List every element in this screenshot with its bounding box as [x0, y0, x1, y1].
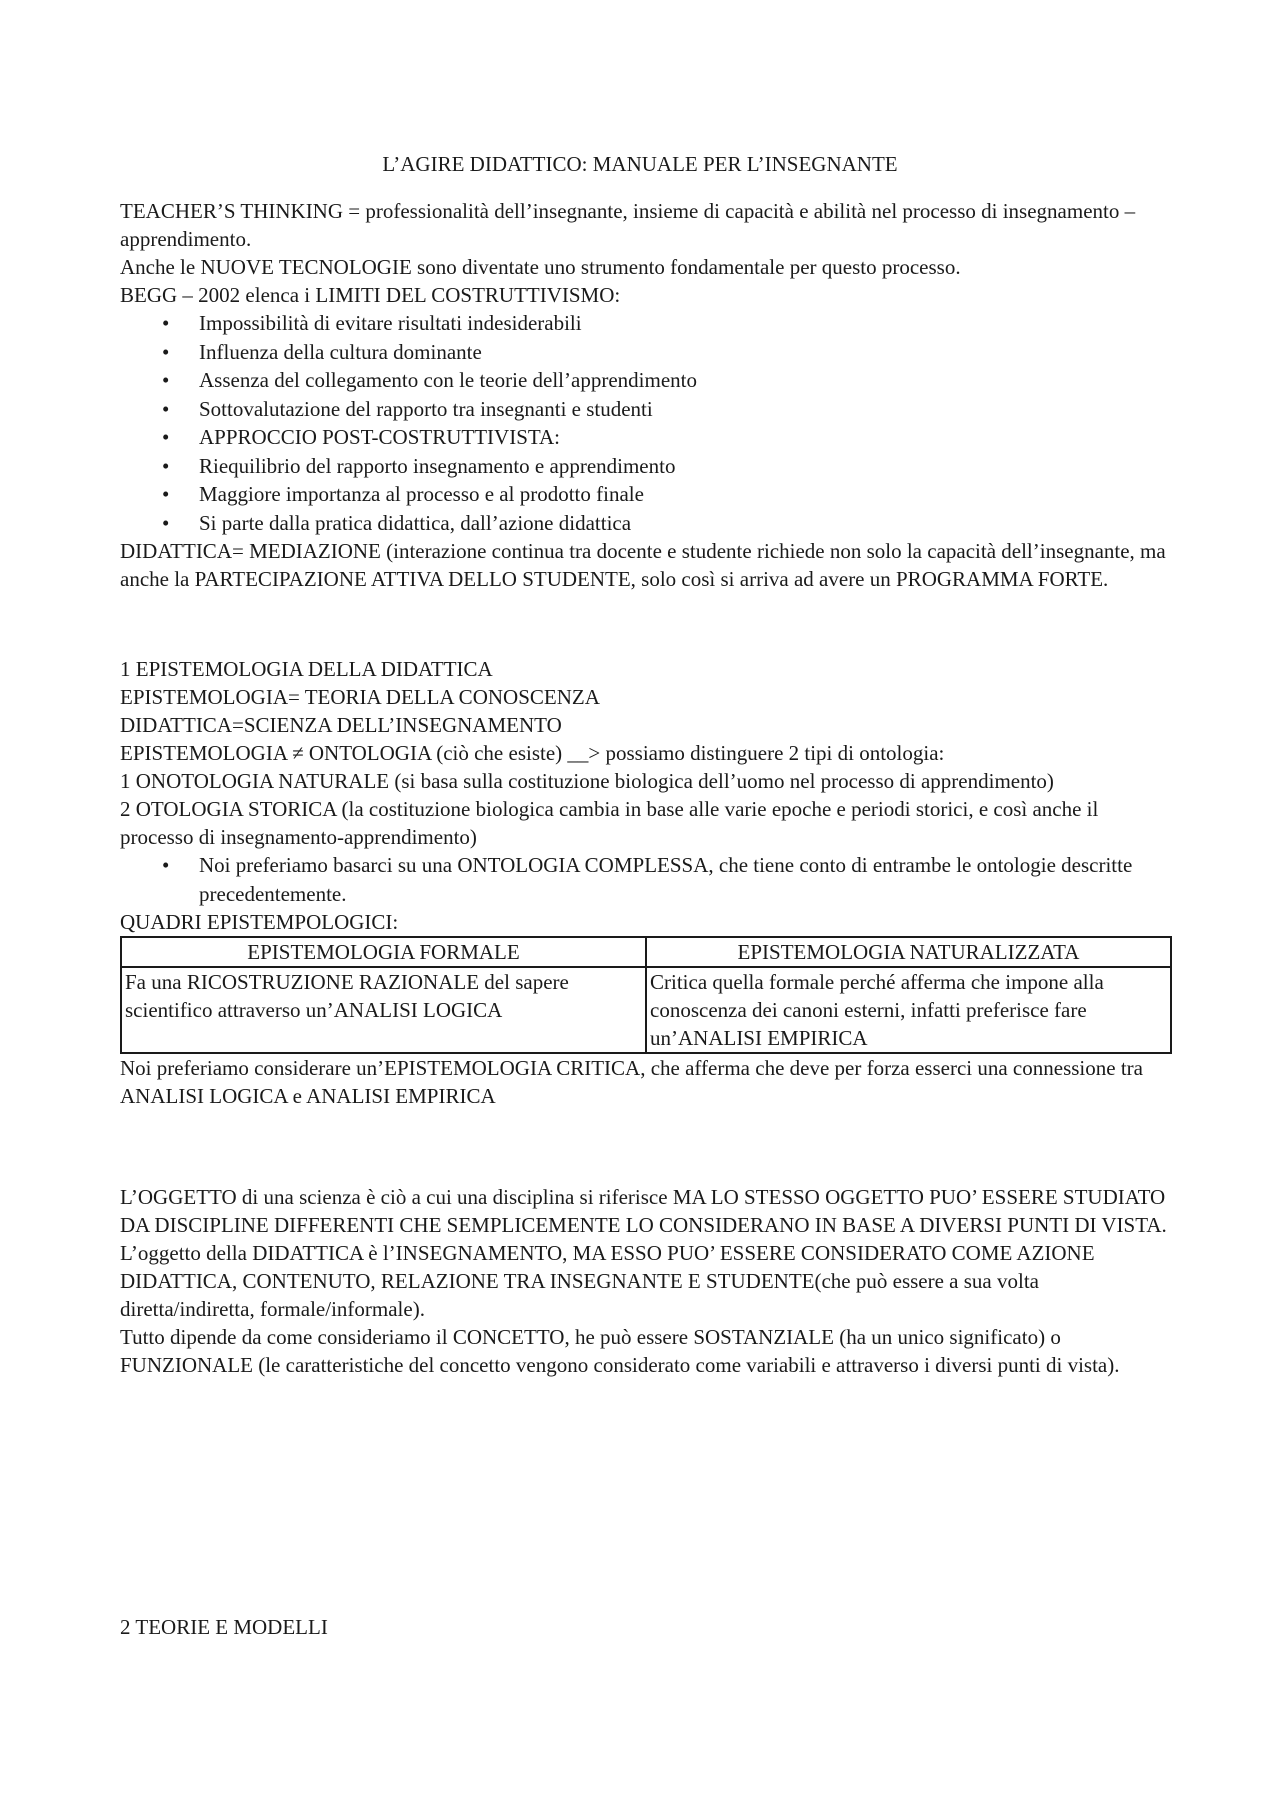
epistemology-table [120, 936, 1172, 1054]
oggetto-didattica-paragraph: L’oggetto della DIDATTICA è l’INSEGNAMENTO, MA ESSO PUO’ ESSERE CONSIDERATO COME AZIONE DIDATTICA, CONTENUTO, RELAZIONE TRA INSEGNANTE E STUDENTE(che può essere a sua volta diretta/indiretta, formale/informale). [120, 1241, 1095, 1321]
limits-list [120, 309, 1172, 537]
teachers-thinking-paragraph: TEACHER’S THINKING = professionalità dell’insegnante, insieme di capacità e abilità nel processo di insegnamento – apprendimento. [120, 199, 1136, 251]
table-header-naturalizzata: EPISTEMOLOGIA NATURALIZZATA [646, 937, 1171, 967]
list-item: • Sottovalutazione del rapporto tra insegnanti e studenti [120, 395, 1172, 424]
begg-paragraph: BEGG – 2002 elenca i LIMITI DEL COSTRUTTIVISMO: [120, 283, 621, 307]
bullet-icon: • [162, 339, 170, 364]
section-oggetto [120, 1183, 1172, 1379]
section-heading: 2 TEORIE E MODELLI [120, 1615, 328, 1639]
table-cell-formale: Fa una RICOSTRUZIONE RAZIONALE del sapere scientifico attraverso un’ANALISI LOGICA [121, 967, 646, 1053]
oggetto-paragraph: L’OGGETTO di una scienza è ciò a cui una disciplina si riferisce MA LO STESSO OGGETTO PUO’ ESSERE STUDIATO DA DISCIPLINE DIFFERENTI CHE SEMPLICEMENTE LO CONSIDERANO IN BASE A DIVERSI PUNTI DI VISTA. [120, 1185, 1167, 1237]
nuove-tecnologie-paragraph: Anche le NUOVE TECNOLOGIE sono diventate uno strumento fondamentale per questo processo. [120, 255, 961, 279]
ontologia-storica-paragraph: 2 OTOLOGIA STORICA (la costituzione biologica cambia in base alle varie epoche e periodi storici, e così anche il processo di insegnamento-apprendimento) [120, 797, 1099, 849]
bullet-icon: • [162, 311, 170, 335]
list-item: • Maggiore importanza al processo e al prodotto finale [120, 480, 1172, 509]
bullet-icon: • [162, 425, 170, 449]
page-title: L’AGIRE DIDATTICO: MANUALE PER L’INSEGNANTE [382, 152, 898, 176]
list-item: • APPROCCIO POST-COSTRUTTIVISTA: [120, 423, 1172, 452]
definition-epistemologia: EPISTEMOLOGIA= TEORIA DELLA CONOSCENZA [120, 685, 600, 709]
intro-section [120, 197, 1172, 593]
section-teorie-modelli [120, 1613, 1172, 1641]
quadri-label: QUADRI EPISTEMPOLOGICI: [120, 910, 399, 934]
bullet-icon: • [162, 510, 170, 535]
section-heading: 1 EPISTEMOLOGIA DELLA DIDATTICA [120, 657, 493, 681]
epistemologia-ontologia-line: EPISTEMOLOGIA ≠ ONTOLOGIA (ciò che esiste) __> possiamo distinguere 2 tipi di ontologia: [120, 741, 945, 765]
table-header-formale: EPISTEMOLOGIA FORMALE [121, 937, 646, 967]
list-item: • Assenza del collegamento con le teorie dell’apprendimento [120, 366, 1172, 395]
table-header-row [121, 937, 1171, 967]
list-item: • Impossibilità di evitare risultati indesiderabili [120, 309, 1172, 338]
bullet-icon: • [162, 853, 170, 877]
bullet-icon: • [162, 482, 170, 506]
bullet-icon: • [162, 453, 170, 478]
bullet-icon: • [162, 396, 170, 421]
bullet-icon: • [162, 368, 170, 392]
section-epistemologia [120, 655, 1172, 1110]
list-item: • Riequilibrio del rapporto insegnamento e apprendimento [120, 452, 1172, 481]
ontologia-list [120, 851, 1172, 908]
ontologia-naturale-paragraph: 1 ONOTOLOGIA NATURALE (si basa sulla costituzione biologica dell’uomo nel processo di apprendimento) [120, 769, 1054, 793]
definition-didattica: DIDATTICA=SCIENZA DELL’INSEGNAMENTO [120, 713, 562, 737]
table-row [121, 967, 1171, 1053]
list-item: • Si parte dalla pratica didattica, dall’azione didattica [120, 509, 1172, 538]
concetto-paragraph: Tutto dipende da come consideriamo il CONCETTO, he può essere SOSTANZIALE (ha un unico significato) o FUNZIONALE (le caratteristiche del concetto vengono considerato come variabili e attraverso i diversi punti di vista). [120, 1325, 1120, 1377]
table-cell-naturalizzata: Critica quella formale perché afferma che impone alla conoscenza dei canoni esterni, infatti preferisce fare un’ANALISI EMPIRICA [646, 967, 1171, 1053]
list-item: • Noi preferiamo basarci su una ONTOLOGIA COMPLESSA, che tiene conto di entrambe le ontologie descritte precedentemente. [162, 853, 1133, 906]
list-item: • Influenza della cultura dominante [120, 338, 1172, 367]
mediazione-paragraph: DIDATTICA= MEDIAZIONE (interazione continua tra docente e studente richiede non solo la capacità dell’insegnante, ma anche la PARTECIPAZIONE ATTIVA DELLO STUDENTE, solo così si arriva ad avere un PROGRAMMA FORTE. [120, 539, 1166, 591]
epistemologia-critica-paragraph: Noi preferiamo considerare un’EPISTEMOLOGIA CRITICA, che afferma che deve per forza esserci una connessione tra ANALISI LOGICA e ANALISI EMPIRICA [120, 1056, 1143, 1108]
